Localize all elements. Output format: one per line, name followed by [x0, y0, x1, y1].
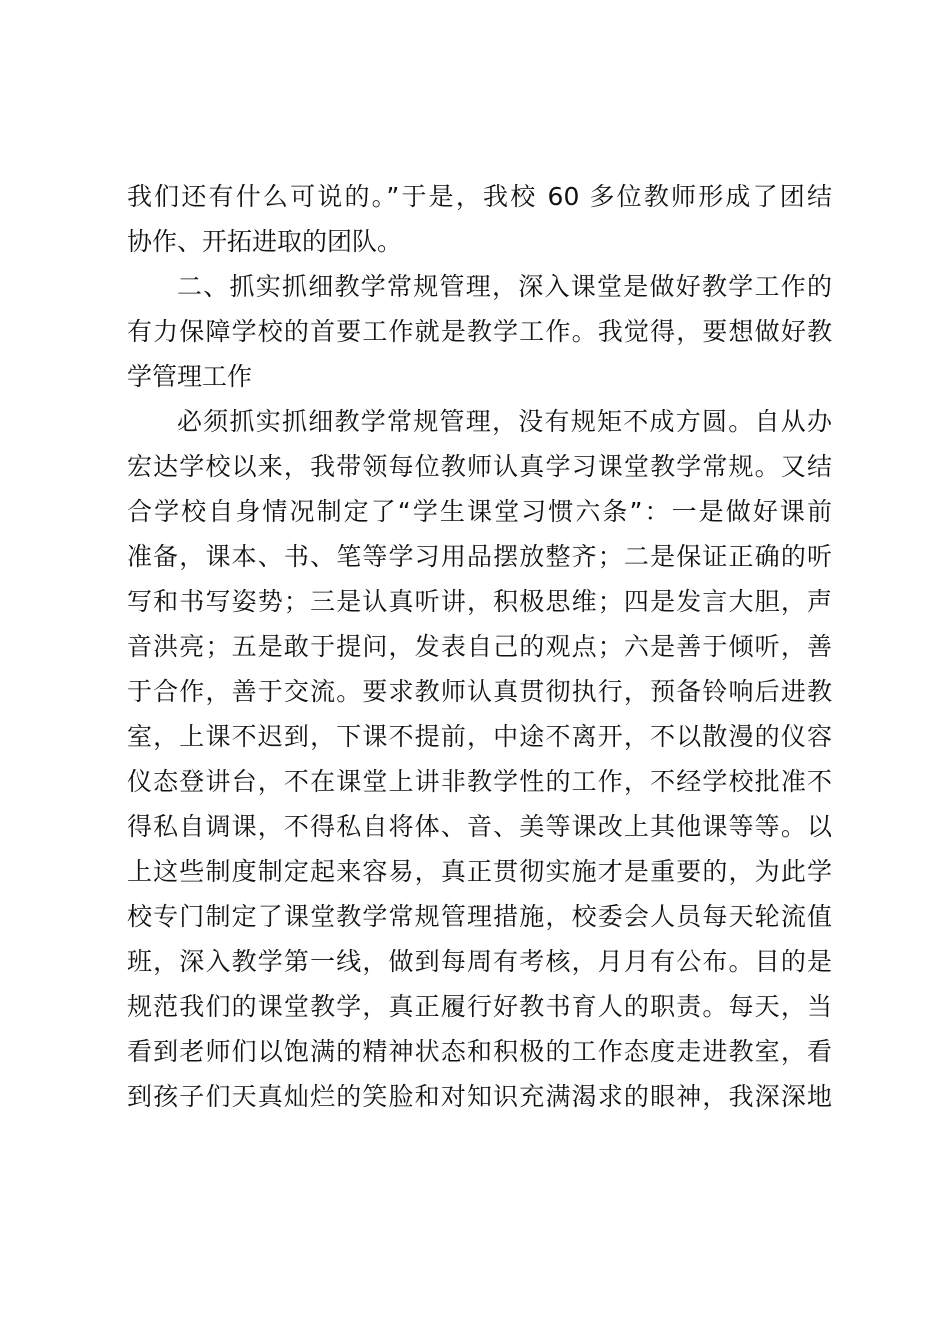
text-line: 看到老师们以饱满的精神状态和积极的工作态度走进教室，看 [127, 1037, 832, 1066]
text-line: 班，深入教学第一线，做到每周有考核，月月有公布。目的是 [127, 947, 832, 976]
text-line: 得私自调课，不得私自将体、音、美等课改上其他课等等。以 [127, 812, 832, 841]
text-line: 到孩子们天真灿烂的笑脸和对知识充满渴求的眼神，我深深地 [127, 1082, 832, 1111]
text-line: 仪态登讲台，不在课堂上讲非教学性的工作，不经学校批准不 [127, 767, 832, 796]
text-line: 学管理工作 [127, 362, 253, 391]
paragraph-3 [127, 399, 832, 1119]
text-line: 规范我们的课堂教学，真正履行好教书育人的职责。每天，当 [127, 992, 832, 1021]
text-line: 合学校自身情况制定了“学生课堂习惯六条”：一是做好课前 [127, 497, 832, 526]
paragraph-1 [127, 174, 832, 264]
text-line: 协作、开拓进取的团队。 [127, 227, 403, 256]
text-line: 校专门制定了课堂教学常规管理措施，校委会人员每天轮流值 [127, 902, 832, 931]
text-line: 二、抓实抓细教学常规管理，深入课堂是做好教学工作的 [177, 272, 832, 301]
text-line: 于合作，善于交流。要求教师认真贯彻执行，预备铃响后进教 [127, 677, 832, 706]
text-line: 写和书写姿势；三是认真听讲，积极思维；四是发言大胆，声 [127, 587, 832, 616]
document-body [127, 174, 832, 1119]
text-line: 上这些制度制定起来容易，真正贯彻实施才是重要的，为此学 [127, 857, 832, 886]
text-line: 有力保障学校的首要工作就是教学工作。我觉得，要想做好教 [127, 317, 832, 346]
text-line: 准备，课本、书、笔等学习用品摆放整齐；二是保证正确的听 [127, 542, 832, 571]
text-line: 我们还有什么可说的。”于是，我校 60 多位教师形成了团结 [127, 182, 832, 211]
paragraph-2 [127, 264, 832, 399]
text-line: 宏达学校以来，我带领每位教师认真学习课堂教学常规。又结 [127, 452, 832, 481]
text-line: 室，上课不迟到，下课不提前，中途不离开，不以散漫的仪容 [127, 722, 832, 751]
text-line: 必须抓实抓细教学常规管理，没有规矩不成方圆。自从办 [177, 407, 832, 436]
text-line: 音洪亮；五是敢于提问，发表自己的观点；六是善于倾听，善 [127, 632, 832, 661]
